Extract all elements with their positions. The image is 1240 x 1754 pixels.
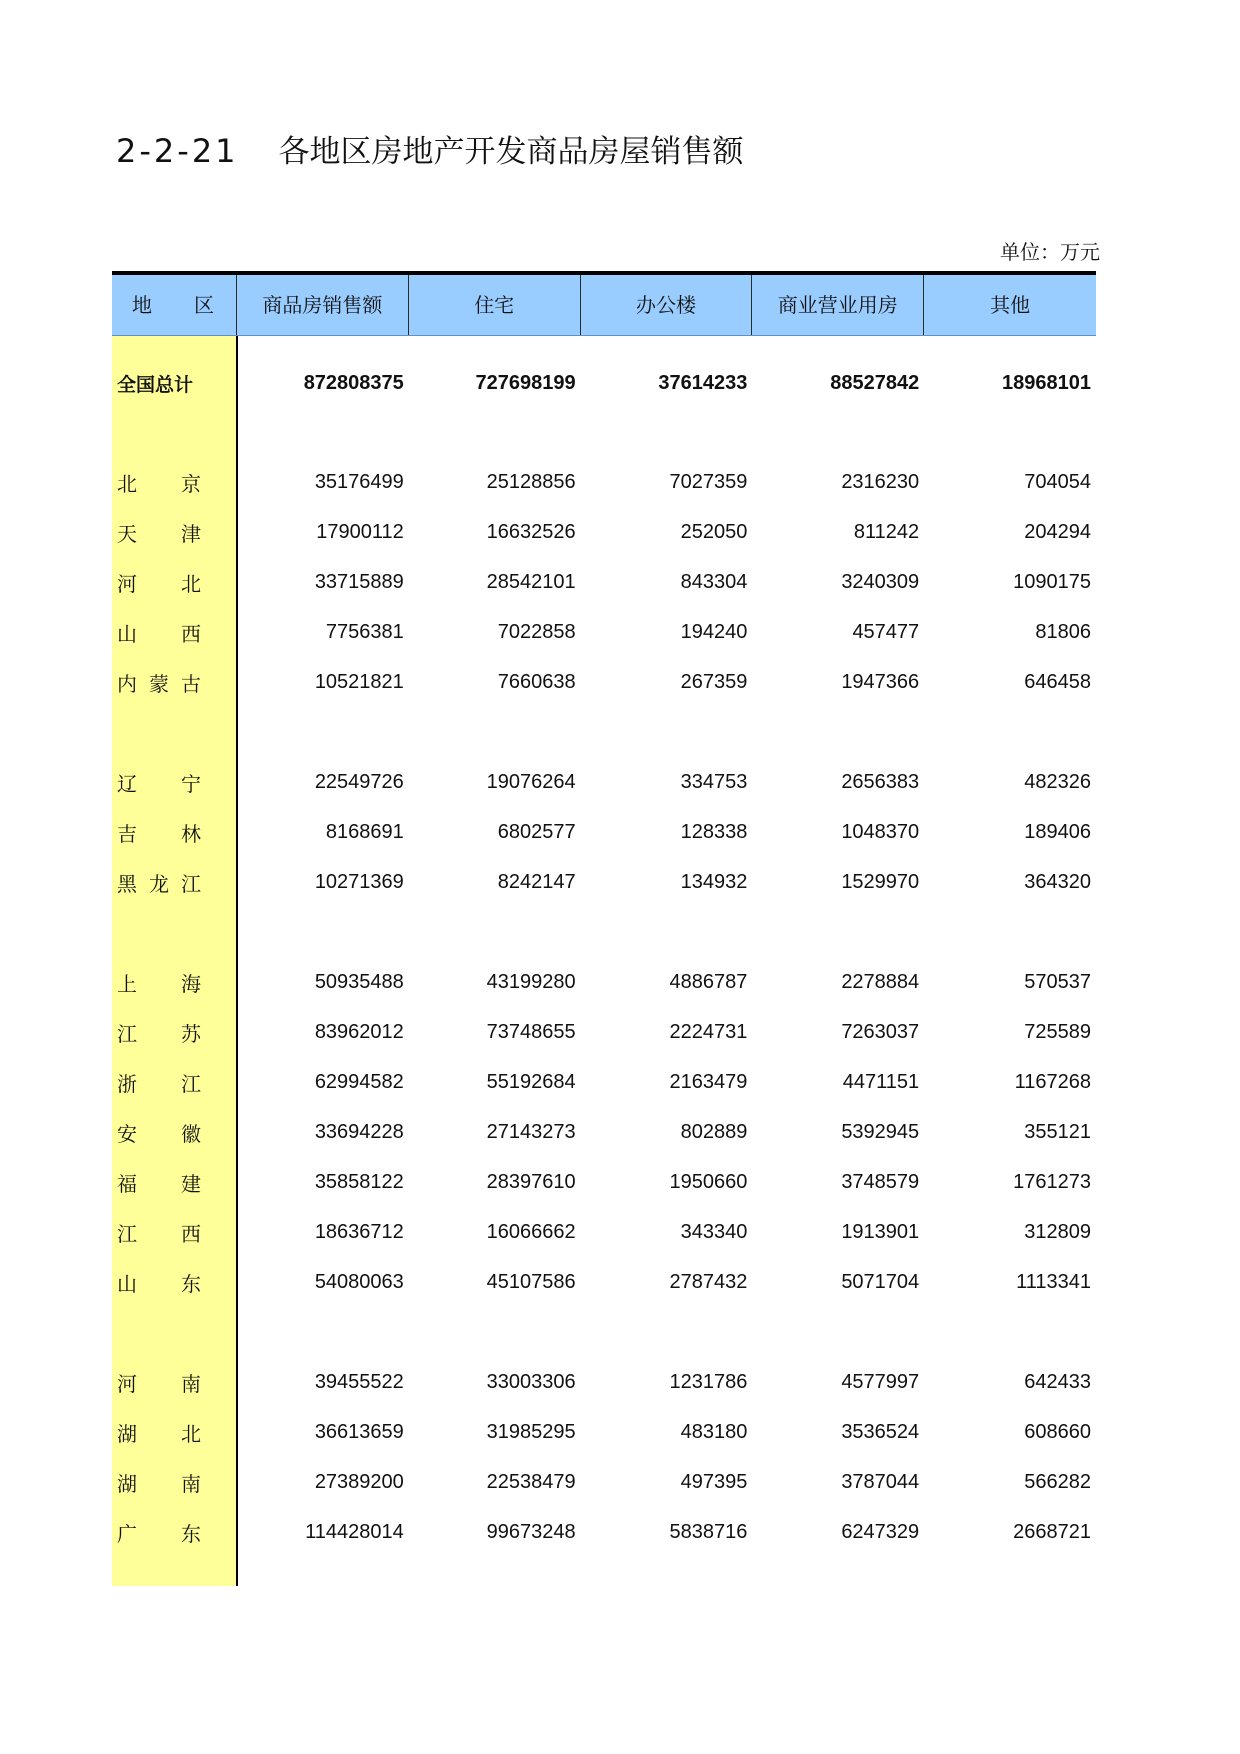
- value-cell: 7027359: [669, 470, 748, 493]
- value-cell: 1090175: [1013, 570, 1091, 593]
- value-cell: 8242147: [497, 870, 576, 893]
- table-row: [112, 1457, 1096, 1507]
- value-cell: 5838716: [669, 1520, 748, 1543]
- table-row: [112, 1007, 1096, 1057]
- value-cell: 2224731: [669, 1020, 748, 1043]
- table-row: [112, 1207, 1096, 1257]
- table-row: [112, 1407, 1096, 1457]
- region-name: 山 西: [117, 621, 201, 646]
- value-cell: 31985295: [486, 1420, 576, 1443]
- table-row: [112, 607, 1096, 657]
- value-cell: 22549726: [314, 770, 404, 793]
- value-cell: 33003306: [486, 1370, 576, 1393]
- value-cell: 189406: [1024, 820, 1091, 843]
- value-cell: 497395: [680, 1470, 748, 1493]
- value-cell: 727698199: [475, 371, 576, 394]
- value-cell: 704054: [1024, 470, 1091, 493]
- value-cell: 2278884: [841, 970, 920, 993]
- table-row: [112, 507, 1096, 557]
- value-cell: 8168691: [325, 820, 404, 843]
- value-cell: 355121: [1024, 1120, 1091, 1143]
- region-name: 湖 南: [117, 1471, 201, 1496]
- table-row: [112, 1357, 1096, 1407]
- header-office: 办公楼: [581, 275, 753, 335]
- value-cell: 45107586: [486, 1270, 576, 1293]
- value-cell: 642433: [1024, 1370, 1091, 1393]
- region-name: 上 海: [117, 971, 201, 996]
- region-name: 天 津: [117, 521, 201, 546]
- table-number: 2-2-21: [116, 132, 239, 170]
- region-name: 山 东: [117, 1271, 201, 1296]
- value-cell: 35858122: [314, 1170, 404, 1193]
- header-region: [112, 275, 237, 335]
- value-cell: 54080063: [314, 1270, 404, 1293]
- table-row: [112, 457, 1096, 507]
- value-cell: 36613659: [314, 1420, 404, 1443]
- value-cell: 88527842: [830, 371, 920, 394]
- value-cell: 39455522: [314, 1370, 404, 1393]
- region-name: 河 南: [117, 1371, 201, 1396]
- value-cell: 28542101: [486, 570, 576, 593]
- value-cell: 1947366: [841, 670, 920, 693]
- region-name: 安 徽: [117, 1121, 201, 1146]
- value-cell: 27143273: [486, 1120, 576, 1143]
- value-cell: 6247329: [841, 1520, 920, 1543]
- table-title: 各地区房地产开发商品房屋销售额: [278, 134, 744, 170]
- value-cell: 1761273: [1013, 1170, 1091, 1193]
- region-name: 全国总计: [117, 373, 194, 396]
- header-total-sales: 商品房销售额: [237, 275, 409, 335]
- header-region-b: 区: [194, 293, 216, 317]
- value-cell: 482326: [1024, 770, 1091, 793]
- value-cell: 608660: [1024, 1420, 1091, 1443]
- header-region-a: 地: [132, 293, 154, 317]
- value-cell: 252050: [680, 520, 748, 543]
- value-cell: 2656383: [841, 770, 920, 793]
- table-row: [112, 557, 1096, 607]
- value-cell: 83962012: [314, 1020, 404, 1043]
- value-cell: 3787044: [841, 1470, 920, 1493]
- unit-label: 单位：万元: [1000, 240, 1100, 264]
- value-cell: 35176499: [314, 470, 404, 493]
- region-name: 黑 龙 江: [117, 871, 201, 896]
- region-name: 浙 江: [117, 1071, 201, 1096]
- region-name: 辽 宁: [117, 771, 201, 796]
- value-cell: 18636712: [314, 1220, 404, 1243]
- value-cell: 81806: [1035, 620, 1091, 643]
- value-cell: 17900112: [316, 520, 404, 543]
- region-name: 湖 北: [117, 1421, 201, 1446]
- value-cell: 28397610: [486, 1170, 576, 1193]
- value-cell: 2316230: [841, 470, 920, 493]
- region-name: 江 西: [117, 1221, 201, 1246]
- value-cell: 1048370: [841, 820, 920, 843]
- value-cell: 16632526: [486, 520, 576, 543]
- value-cell: 872808375: [303, 371, 404, 394]
- value-cell: 725589: [1024, 1020, 1091, 1043]
- value-cell: 343340: [680, 1220, 748, 1243]
- header-commercial: 商业营业用房: [752, 275, 924, 335]
- table-row: [112, 1507, 1096, 1557]
- value-cell: 33715889: [314, 570, 404, 593]
- value-cell: 1231786: [669, 1370, 748, 1393]
- table-row-total: [112, 358, 1096, 408]
- value-cell: 1113341: [1016, 1270, 1091, 1293]
- header-residential: 住宅: [409, 275, 581, 335]
- value-cell: 18968101: [1002, 371, 1091, 394]
- value-cell: 334753: [680, 770, 748, 793]
- region-name: 广 东: [117, 1521, 201, 1546]
- table-header: [112, 275, 1096, 336]
- value-cell: 566282: [1024, 1470, 1091, 1493]
- table-row: [112, 1157, 1096, 1207]
- value-cell: 2787432: [669, 1270, 748, 1293]
- page-title: [116, 128, 744, 174]
- value-cell: 194240: [680, 620, 748, 643]
- value-cell: 3748579: [841, 1170, 920, 1193]
- value-cell: 99673248: [486, 1520, 576, 1543]
- value-cell: 25128856: [486, 470, 576, 493]
- region-name: 内 蒙 古: [117, 671, 201, 696]
- value-cell: 62994582: [314, 1070, 404, 1093]
- value-cell: 4577997: [841, 1370, 920, 1393]
- value-cell: 33694228: [314, 1120, 404, 1143]
- table-row: [112, 1257, 1096, 1307]
- value-cell: 37614233: [658, 371, 748, 394]
- value-cell: 1529970: [841, 870, 920, 893]
- table-row: [112, 1057, 1096, 1107]
- value-cell: 646458: [1024, 670, 1091, 693]
- value-cell: 457477: [852, 620, 920, 643]
- value-cell: 10271369: [314, 870, 404, 893]
- value-cell: 267359: [680, 670, 748, 693]
- value-cell: 483180: [680, 1420, 748, 1443]
- table-row: [112, 757, 1096, 807]
- value-cell: 7660638: [497, 670, 576, 693]
- value-cell: 2163479: [669, 1070, 748, 1093]
- value-cell: 4886787: [669, 970, 748, 993]
- value-cell: 128338: [680, 820, 748, 843]
- value-cell: 1950660: [669, 1170, 748, 1193]
- region-name: 北 京: [117, 471, 201, 496]
- header-other: 其他: [990, 293, 1031, 317]
- table-row: [112, 857, 1096, 907]
- table-row: [112, 657, 1096, 707]
- value-cell: 22538479: [486, 1470, 576, 1493]
- value-cell: 10521821: [314, 670, 404, 693]
- value-cell: 5392945: [841, 1120, 920, 1143]
- region-name: 福 建: [117, 1171, 201, 1196]
- value-cell: 27389200: [314, 1470, 404, 1493]
- value-cell: 134932: [680, 870, 748, 893]
- value-cell: 204294: [1024, 520, 1091, 543]
- region-name: 河 北: [117, 571, 201, 596]
- value-cell: 1913901: [841, 1220, 920, 1243]
- value-cell: 570537: [1024, 970, 1091, 993]
- table-row: [112, 957, 1096, 1007]
- value-cell: 312809: [1024, 1220, 1091, 1243]
- value-cell: 7756381: [325, 620, 404, 643]
- value-cell: 364320: [1024, 870, 1091, 893]
- value-cell: 7263037: [841, 1020, 920, 1043]
- value-cell: 7022858: [497, 620, 576, 643]
- value-cell: 3536524: [841, 1420, 920, 1443]
- value-cell: 811242: [853, 520, 920, 543]
- region-name: 江 苏: [117, 1021, 201, 1046]
- value-cell: 55192684: [486, 1070, 576, 1093]
- value-cell: 114428014: [305, 1520, 404, 1543]
- value-cell: 843304: [680, 570, 748, 593]
- value-cell: 16066662: [486, 1220, 576, 1243]
- value-cell: 5071704: [841, 1270, 920, 1293]
- table-row: [112, 807, 1096, 857]
- region-name: 吉 林: [117, 821, 201, 846]
- table-row: [112, 1107, 1096, 1157]
- value-cell: 73748655: [486, 1020, 576, 1043]
- value-cell: 802889: [680, 1120, 748, 1143]
- value-cell: 3240309: [841, 570, 920, 593]
- value-cell: 2668721: [1013, 1520, 1091, 1543]
- value-cell: 4471151: [842, 1070, 920, 1093]
- value-cell: 50935488: [314, 970, 404, 993]
- value-cell: 19076264: [486, 770, 576, 793]
- value-cell: 6802577: [497, 820, 576, 843]
- value-cell: 43199280: [486, 970, 576, 993]
- value-cell: 1167268: [1014, 1070, 1091, 1093]
